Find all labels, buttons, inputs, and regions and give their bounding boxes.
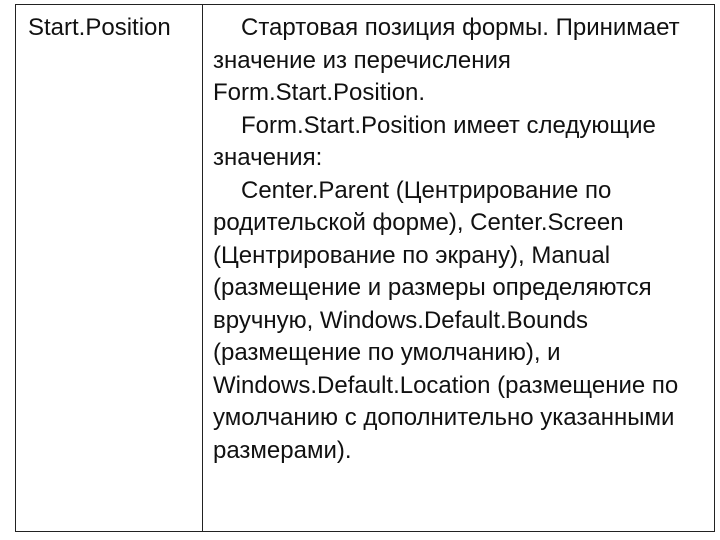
description-paragraph-values-heading: Form.Start.Position имеет следующие значения: <box>213 111 656 171</box>
description-paragraph-intro: Стартовая позиция формы. Принимает значение из перечисления Form.Start.Position. <box>213 14 680 106</box>
description-paragraph-values-list: Center.Parent (Центрирование по родительской форме), Center.Screen (Центрирование по экрану), Manual (размещение и размеры определяются вручную, Windows.Default.Bounds (размещение по умолчанию), и Windows.Default.Location (размещение по умолчанию с дополнительно указанными размерами). <box>213 176 679 464</box>
property-name: Start.Position <box>28 14 171 41</box>
property-description-cell <box>203 5 715 532</box>
property-table <box>15 4 715 532</box>
property-name-cell <box>16 5 203 532</box>
table-row <box>16 5 715 532</box>
